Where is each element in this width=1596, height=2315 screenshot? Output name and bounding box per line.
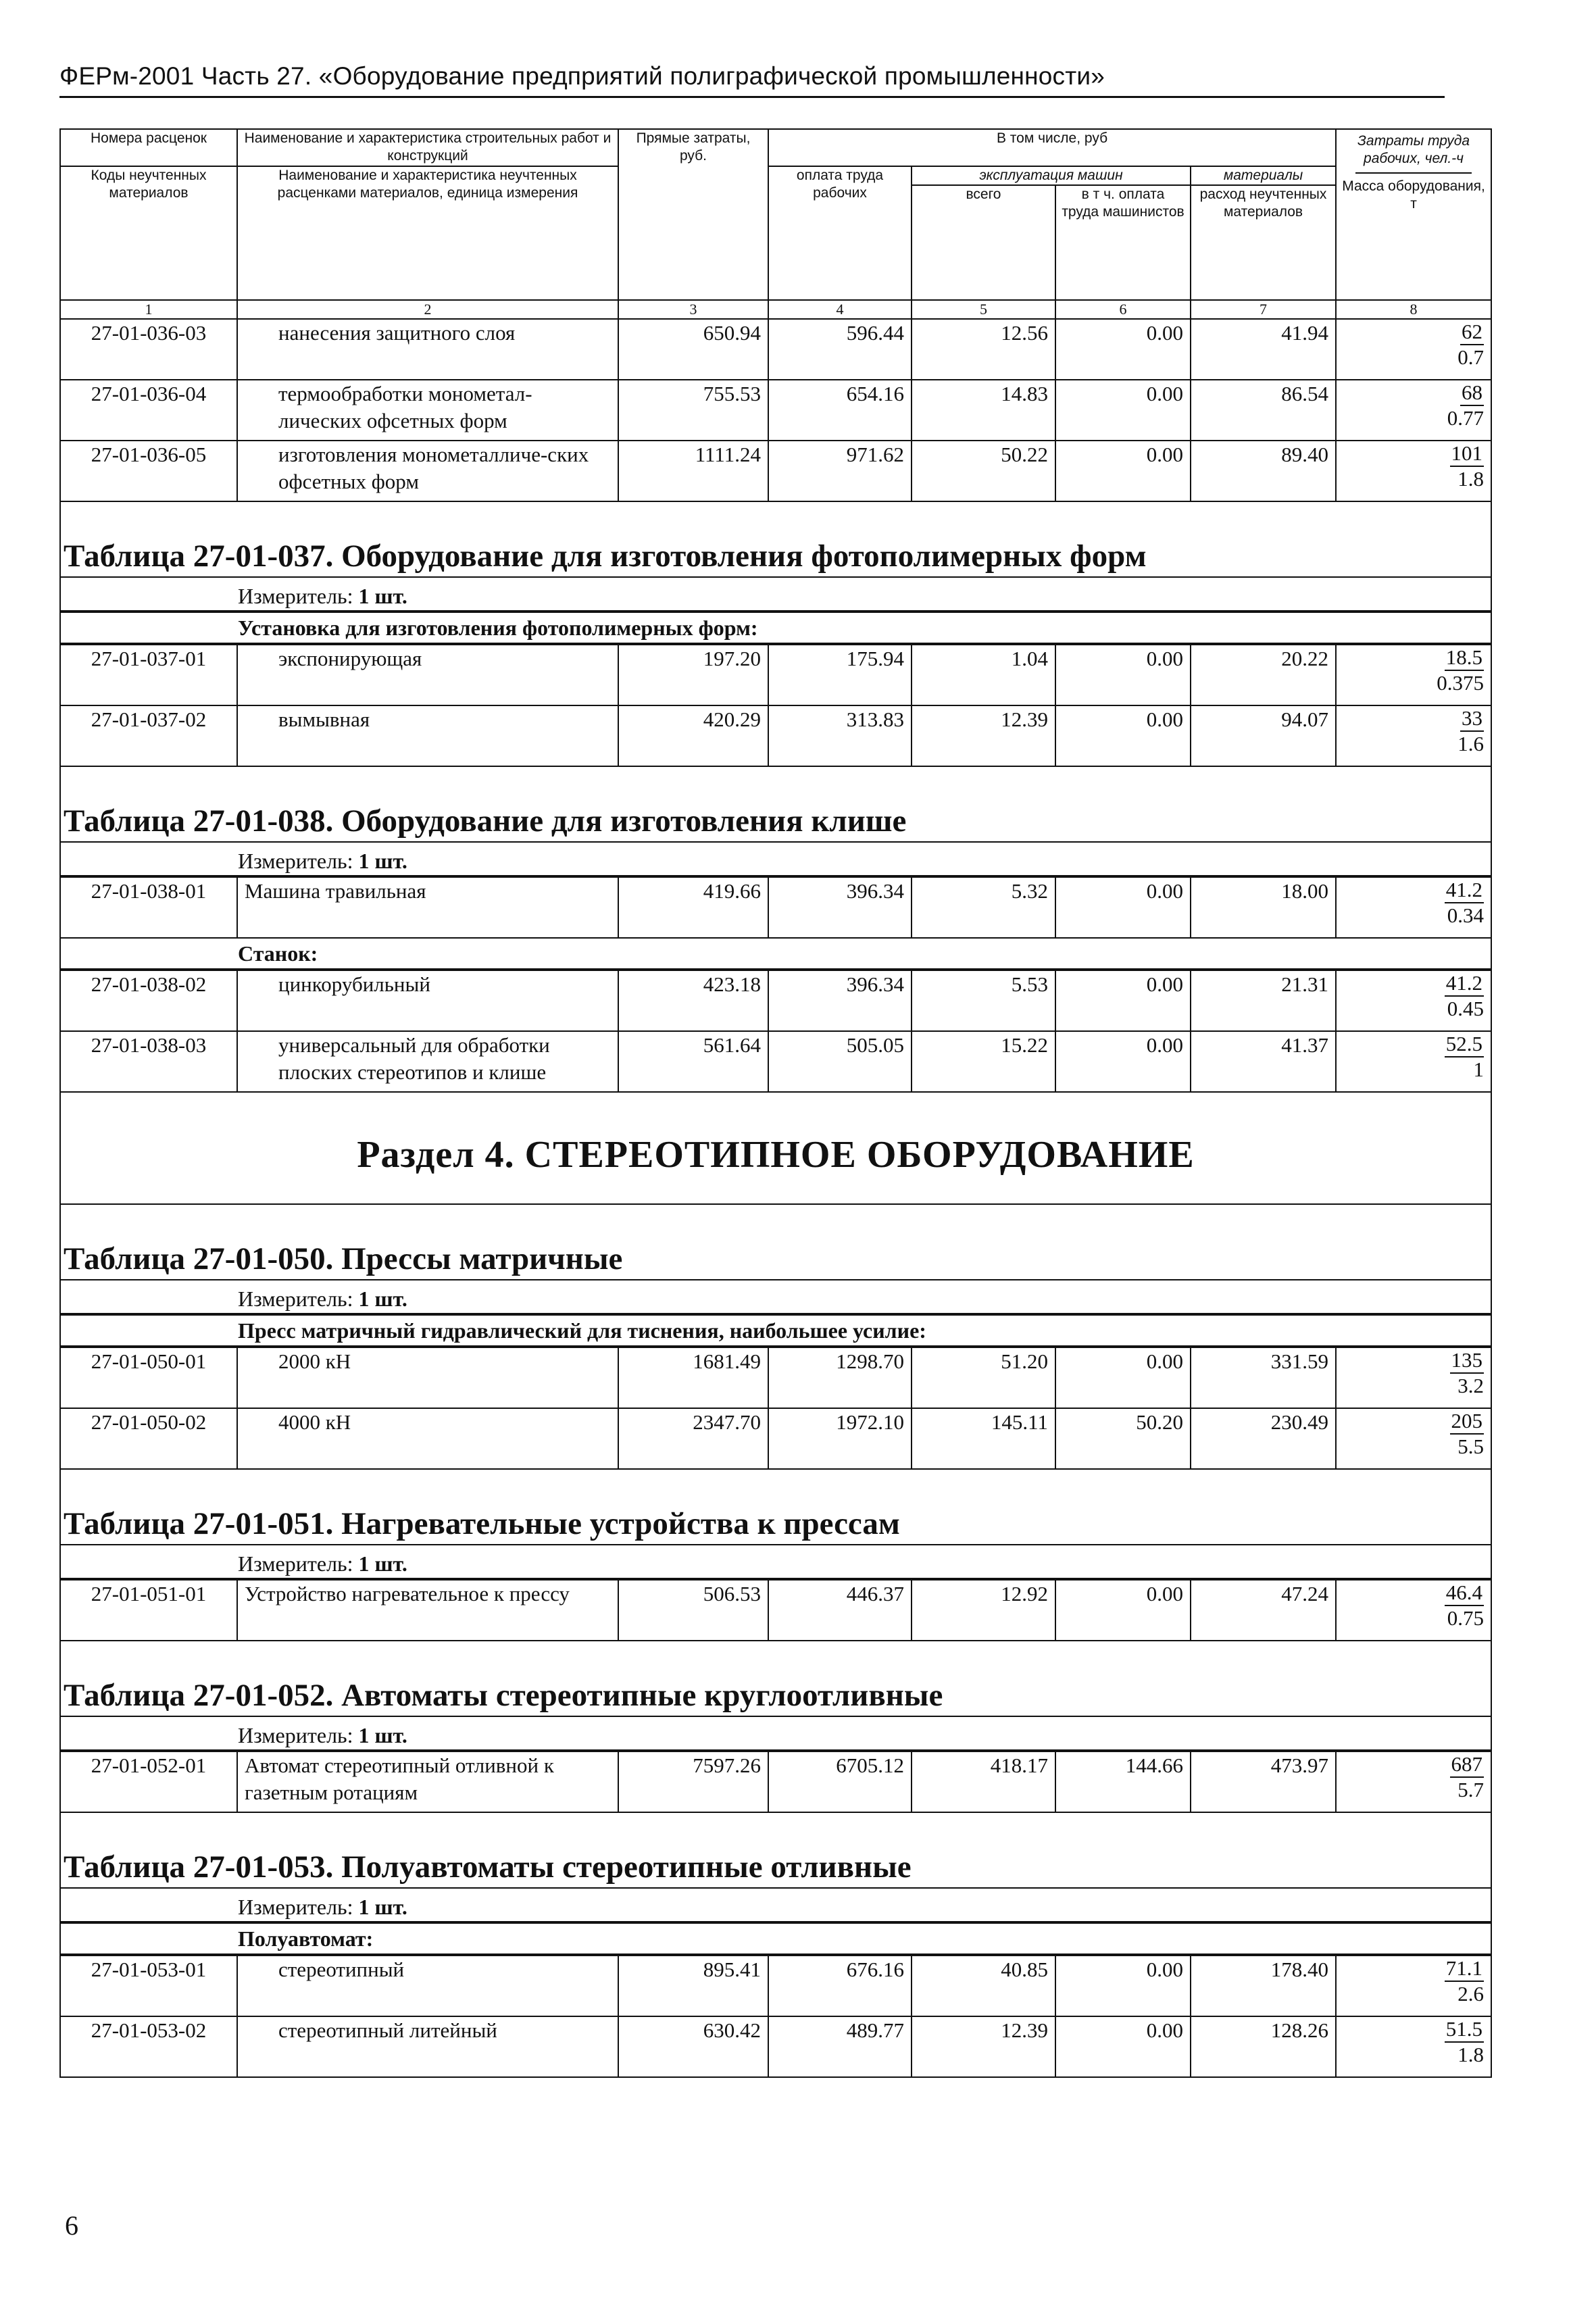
rate-name: Устройство нагревательное к прессу xyxy=(237,1580,618,1641)
col-header-unaccounted-materials: расход неучтенных материалов xyxy=(1191,185,1336,300)
column-number: 8 xyxy=(1336,300,1491,319)
measure xyxy=(61,843,1491,876)
direct-costs: 419.66 xyxy=(618,877,768,938)
col-header-including: В том числе, руб xyxy=(768,129,1336,166)
column-number: 1 xyxy=(60,300,237,319)
col-header-rate-numbers: Номера расценок xyxy=(60,129,237,166)
table-row xyxy=(60,970,1491,1031)
equipment-mass: 0.34 xyxy=(1447,903,1485,927)
labor-costs: 135 xyxy=(1450,1348,1485,1374)
labor-costs: 52.5 xyxy=(1445,1032,1484,1057)
labor-costs: 687 xyxy=(1450,1752,1485,1778)
table-row xyxy=(60,319,1491,380)
direct-costs: 755.53 xyxy=(618,380,768,441)
table-row xyxy=(60,645,1491,705)
table-title-block xyxy=(60,501,1491,577)
materials-cost: 331.59 xyxy=(1191,1347,1336,1408)
machines-total: 145.11 xyxy=(912,1408,1055,1469)
rate-code: 27-01-036-03 xyxy=(60,319,237,380)
measure-value: 1 шт. xyxy=(358,583,407,608)
group-block xyxy=(60,612,1491,645)
group-block xyxy=(60,1315,1491,1347)
labor-and-mass xyxy=(1336,970,1491,1031)
rate-code: 27-01-037-01 xyxy=(60,645,237,705)
rate-name: экспонирующая xyxy=(237,645,618,705)
table-title: Таблица 27-01-051. Нагревательные устройства к прессам xyxy=(64,1505,900,1541)
direct-costs: 197.20 xyxy=(618,645,768,705)
rate-code: 27-01-051-01 xyxy=(60,1580,237,1641)
rate-code: 27-01-052-01 xyxy=(60,1751,237,1812)
direct-costs: 420.29 xyxy=(618,705,768,766)
measure-value: 1 шт. xyxy=(358,848,407,873)
materials-cost: 178.40 xyxy=(1191,1956,1336,2016)
col-header-operator-pay: в т ч. оплата труда машинистов xyxy=(1055,185,1191,300)
equipment-mass: 0.375 xyxy=(1437,670,1485,695)
operator-pay: 0.00 xyxy=(1055,645,1191,705)
machines-total: 51.20 xyxy=(912,1347,1055,1408)
labor-costs: 41.2 xyxy=(1445,878,1484,903)
operator-pay: 0.00 xyxy=(1055,705,1191,766)
equipment-mass: 2.6 xyxy=(1457,1981,1485,2006)
table-row xyxy=(60,2016,1491,2077)
table-title: Таблица 27-01-053. Полуавтоматы стереотипные отливные xyxy=(64,1849,912,1885)
group-heading: Станок: xyxy=(61,939,1491,970)
measure-block xyxy=(60,577,1491,612)
rate-code: 27-01-038-02 xyxy=(60,970,237,1031)
labor-costs: 41.2 xyxy=(1445,971,1484,997)
equipment-mass: 5.7 xyxy=(1457,1777,1485,1801)
col-header-work-name: Наименование и характеристика строительных работ и конструкций xyxy=(237,129,618,166)
rate-code: 27-01-053-01 xyxy=(60,1956,237,2016)
table-row xyxy=(60,1956,1491,2016)
measure-block xyxy=(60,1716,1491,1751)
labor-costs: 71.1 xyxy=(1445,1956,1484,1982)
labor-and-mass xyxy=(1336,1580,1491,1641)
measure xyxy=(61,1889,1491,1922)
measure xyxy=(61,578,1491,612)
rate-code: 27-01-038-03 xyxy=(60,1031,237,1092)
rate-name: вымывная xyxy=(237,705,618,766)
worker-pay: 396.34 xyxy=(768,970,912,1031)
table-title-block xyxy=(60,1641,1491,1716)
rate-name: 2000 кН xyxy=(237,1347,618,1408)
measure-label: Измеритель: xyxy=(238,1894,353,1919)
labor-costs: 46.4 xyxy=(1445,1580,1484,1606)
machines-total: 14.83 xyxy=(912,380,1055,441)
equipment-mass: 0.75 xyxy=(1447,1605,1485,1630)
table-title: Таблица 27-01-037. Оборудование для изготовления фотополимерных форм xyxy=(64,538,1147,574)
materials-cost: 20.22 xyxy=(1191,645,1336,705)
equipment-mass: 1.8 xyxy=(1457,466,1485,491)
measure-value: 1 шт. xyxy=(358,1551,407,1576)
table-title: Таблица 27-01-038. Оборудование для изготовления клише xyxy=(64,803,907,839)
rate-code: 27-01-038-01 xyxy=(60,877,237,938)
labor-and-mass xyxy=(1336,1956,1491,2016)
labor-and-mass xyxy=(1336,705,1491,766)
table-title-block xyxy=(60,1204,1491,1280)
table-title-block xyxy=(60,1812,1491,1888)
labor-and-mass xyxy=(1336,2016,1491,2077)
table-title-block xyxy=(60,766,1491,842)
column-number: 3 xyxy=(618,300,768,319)
worker-pay: 6705.12 xyxy=(768,1751,912,1812)
direct-costs: 650.94 xyxy=(618,319,768,380)
equipment-mass: 1 xyxy=(1473,1057,1485,1081)
materials-cost: 18.00 xyxy=(1191,877,1336,938)
labor-costs: 68 xyxy=(1460,380,1484,406)
col-header-direct-costs: Прямые затраты, руб. xyxy=(618,129,768,300)
direct-costs: 561.64 xyxy=(618,1031,768,1092)
worker-pay: 313.83 xyxy=(768,705,912,766)
page-number: 6 xyxy=(65,2210,78,2241)
measure-label: Измеритель: xyxy=(238,848,353,873)
machines-total: 40.85 xyxy=(912,1956,1055,2016)
operator-pay: 0.00 xyxy=(1055,2016,1191,2077)
materials-cost: 41.37 xyxy=(1191,1031,1336,1092)
labor-and-mass xyxy=(1336,877,1491,938)
rate-name: универсальный для обработки плоских стереотипов и клише xyxy=(237,1031,618,1092)
measure-block xyxy=(60,1545,1491,1580)
measure-label: Измеритель: xyxy=(238,1286,353,1311)
section-title: Раздел 4. СТЕРЕОТИПНОЕ ОБОРУДОВАНИЕ xyxy=(357,1133,1195,1176)
rate-name: нанесения защитного слоя xyxy=(237,319,618,380)
rate-name: 4000 кН xyxy=(237,1408,618,1469)
machines-total: 5.53 xyxy=(912,970,1055,1031)
machines-total: 418.17 xyxy=(912,1751,1055,1812)
labor-costs: 18.5 xyxy=(1445,645,1484,671)
measure-label: Измеритель: xyxy=(238,583,353,608)
column-number: 7 xyxy=(1191,300,1336,319)
rate-code: 27-01-037-02 xyxy=(60,705,237,766)
labor-and-mass xyxy=(1336,1347,1491,1408)
group-heading: Полуавтомат: xyxy=(61,1924,1491,1955)
measure-value: 1 шт. xyxy=(358,1722,407,1747)
labor-costs-label: Затраты труда рабочих, чел.-ч xyxy=(1357,133,1470,167)
worker-pay: 676.16 xyxy=(768,1956,912,2016)
worker-pay: 971.62 xyxy=(768,441,912,501)
rate-code: 27-01-053-02 xyxy=(60,2016,237,2077)
worker-pay: 1972.10 xyxy=(768,1408,912,1469)
group-block xyxy=(60,938,1491,970)
operator-pay: 0.00 xyxy=(1055,319,1191,380)
machines-total: 12.39 xyxy=(912,705,1055,766)
worker-pay: 175.94 xyxy=(768,645,912,705)
worker-pay: 654.16 xyxy=(768,380,912,441)
col-header-labor xyxy=(1336,129,1491,300)
table-row xyxy=(60,1347,1491,1408)
materials-cost: 94.07 xyxy=(1191,705,1336,766)
operator-pay: 0.00 xyxy=(1055,1580,1191,1641)
group-heading: Пресс матричный гидравлический для тиснения, наибольшее усилие: xyxy=(61,1316,1491,1347)
rate-name: термообработки монометал-лических офсетных форм xyxy=(237,380,618,441)
equipment-mass-label: Масса оборудования, т xyxy=(1342,178,1485,211)
operator-pay: 0.00 xyxy=(1055,1031,1191,1092)
col-header-materials: материалы xyxy=(1191,166,1336,185)
table-row xyxy=(60,441,1491,501)
machines-total: 15.22 xyxy=(912,1031,1055,1092)
operator-pay: 0.00 xyxy=(1055,380,1191,441)
col-header-worker-pay: оплата труда рабочих xyxy=(768,166,912,300)
table-row xyxy=(60,705,1491,766)
table-row xyxy=(60,1408,1491,1469)
labor-costs: 101 xyxy=(1450,441,1485,467)
machines-total: 12.39 xyxy=(912,2016,1055,2077)
measure-block xyxy=(60,1280,1491,1315)
rate-name: цинкорубильный xyxy=(237,970,618,1031)
price-table xyxy=(59,128,1491,2078)
measure-label: Измеритель: xyxy=(238,1551,353,1576)
table-row xyxy=(60,380,1491,441)
worker-pay: 1298.70 xyxy=(768,1347,912,1408)
table-title: Таблица 27-01-050. Прессы матричные xyxy=(64,1241,623,1276)
materials-cost: 21.31 xyxy=(1191,970,1336,1031)
rate-code: 27-01-036-05 xyxy=(60,441,237,501)
materials-cost: 89.40 xyxy=(1191,441,1336,501)
direct-costs: 2347.70 xyxy=(618,1408,768,1469)
worker-pay: 446.37 xyxy=(768,1580,912,1641)
rate-name: Автомат стереотипный отливной к газетным ротациям xyxy=(237,1751,618,1812)
table-title-block xyxy=(60,1469,1491,1545)
labor-and-mass xyxy=(1336,645,1491,705)
labor-and-mass xyxy=(1336,1408,1491,1469)
worker-pay: 505.05 xyxy=(768,1031,912,1092)
measure-value: 1 шт. xyxy=(358,1894,407,1919)
worker-pay: 489.77 xyxy=(768,2016,912,2077)
direct-costs: 630.42 xyxy=(618,2016,768,2077)
rate-code: 27-01-050-02 xyxy=(60,1408,237,1469)
equipment-mass: 5.5 xyxy=(1457,1434,1485,1458)
labor-and-mass xyxy=(1336,1751,1491,1812)
col-header-material-codes: Коды неучтенных материалов xyxy=(60,166,237,300)
rate-name: Машина травильная xyxy=(237,877,618,938)
machines-total: 12.92 xyxy=(912,1580,1055,1641)
direct-costs: 7597.26 xyxy=(618,1751,768,1812)
measure-label: Измеритель: xyxy=(238,1722,353,1747)
equipment-mass: 0.45 xyxy=(1447,996,1485,1020)
materials-cost: 86.54 xyxy=(1191,380,1336,441)
col-header-total: всего xyxy=(912,185,1055,300)
column-number: 6 xyxy=(1055,300,1191,319)
operator-pay: 0.00 xyxy=(1055,877,1191,938)
col-header-material-name: Наименование и характеристика неучтенных расценками материалов, единица измерения xyxy=(237,166,618,300)
table-row xyxy=(60,1031,1491,1092)
machines-total: 50.22 xyxy=(912,441,1055,501)
page-header: ФЕРм-2001 Часть 27. «Оборудование предприятий полиграфической промышленности» xyxy=(59,62,1445,98)
rate-name: стереотипный литейный xyxy=(237,2016,618,2077)
operator-pay: 0.00 xyxy=(1055,441,1191,501)
rate-code: 27-01-036-04 xyxy=(60,380,237,441)
materials-cost: 41.94 xyxy=(1191,319,1336,380)
direct-costs: 895.41 xyxy=(618,1956,768,2016)
column-number: 4 xyxy=(768,300,912,319)
materials-cost: 230.49 xyxy=(1191,1408,1336,1469)
measure-block xyxy=(60,842,1491,877)
machines-total: 12.56 xyxy=(912,319,1055,380)
labor-and-mass xyxy=(1336,441,1491,501)
table-title: Таблица 27-01-052. Автоматы стереотипные круглоотливные xyxy=(64,1677,943,1713)
measure-block xyxy=(60,1888,1491,1923)
operator-pay: 0.00 xyxy=(1055,1347,1191,1408)
materials-cost: 47.24 xyxy=(1191,1580,1336,1641)
direct-costs: 423.18 xyxy=(618,970,768,1031)
direct-costs: 1111.24 xyxy=(618,441,768,501)
labor-costs: 205 xyxy=(1450,1409,1485,1435)
machines-total: 1.04 xyxy=(912,645,1055,705)
group-heading: Установка для изготовления фотополимерных форм: xyxy=(61,613,1491,644)
measure xyxy=(61,1717,1491,1751)
table-row xyxy=(60,1751,1491,1812)
direct-costs: 1681.49 xyxy=(618,1347,768,1408)
labor-costs: 51.5 xyxy=(1445,2017,1484,2043)
direct-costs: 506.53 xyxy=(618,1580,768,1641)
table-row xyxy=(60,1580,1491,1641)
equipment-mass: 0.7 xyxy=(1457,345,1485,369)
rate-name: изготовления монометалличе-ских офсетных форм xyxy=(237,441,618,501)
col-header-machines: эксплуатация машин xyxy=(912,166,1191,185)
equipment-mass: 1.8 xyxy=(1457,2042,1485,2066)
labor-and-mass xyxy=(1336,380,1491,441)
worker-pay: 396.34 xyxy=(768,877,912,938)
table-row xyxy=(60,877,1491,938)
materials-cost: 473.97 xyxy=(1191,1751,1336,1812)
rate-name: стереотипный xyxy=(237,1956,618,2016)
operator-pay: 50.20 xyxy=(1055,1408,1191,1469)
group-block xyxy=(60,1923,1491,1956)
operator-pay: 0.00 xyxy=(1055,970,1191,1031)
materials-cost: 128.26 xyxy=(1191,2016,1336,2077)
operator-pay: 144.66 xyxy=(1055,1751,1191,1812)
measure-value: 1 шт. xyxy=(358,1286,407,1311)
rate-code: 27-01-050-01 xyxy=(60,1347,237,1408)
equipment-mass: 1.6 xyxy=(1457,731,1485,755)
labor-costs: 62 xyxy=(1460,320,1484,345)
column-number: 5 xyxy=(912,300,1055,319)
operator-pay: 0.00 xyxy=(1055,1956,1191,2016)
labor-and-mass xyxy=(1336,1031,1491,1092)
equipment-mass: 3.2 xyxy=(1457,1373,1485,1397)
section-block xyxy=(60,1092,1491,1204)
measure xyxy=(61,1280,1491,1314)
column-number: 2 xyxy=(237,300,618,319)
worker-pay: 596.44 xyxy=(768,319,912,380)
measure xyxy=(61,1545,1491,1579)
equipment-mass: 0.77 xyxy=(1447,405,1485,430)
labor-and-mass xyxy=(1336,319,1491,380)
labor-costs: 33 xyxy=(1460,706,1484,732)
machines-total: 5.32 xyxy=(912,877,1055,938)
